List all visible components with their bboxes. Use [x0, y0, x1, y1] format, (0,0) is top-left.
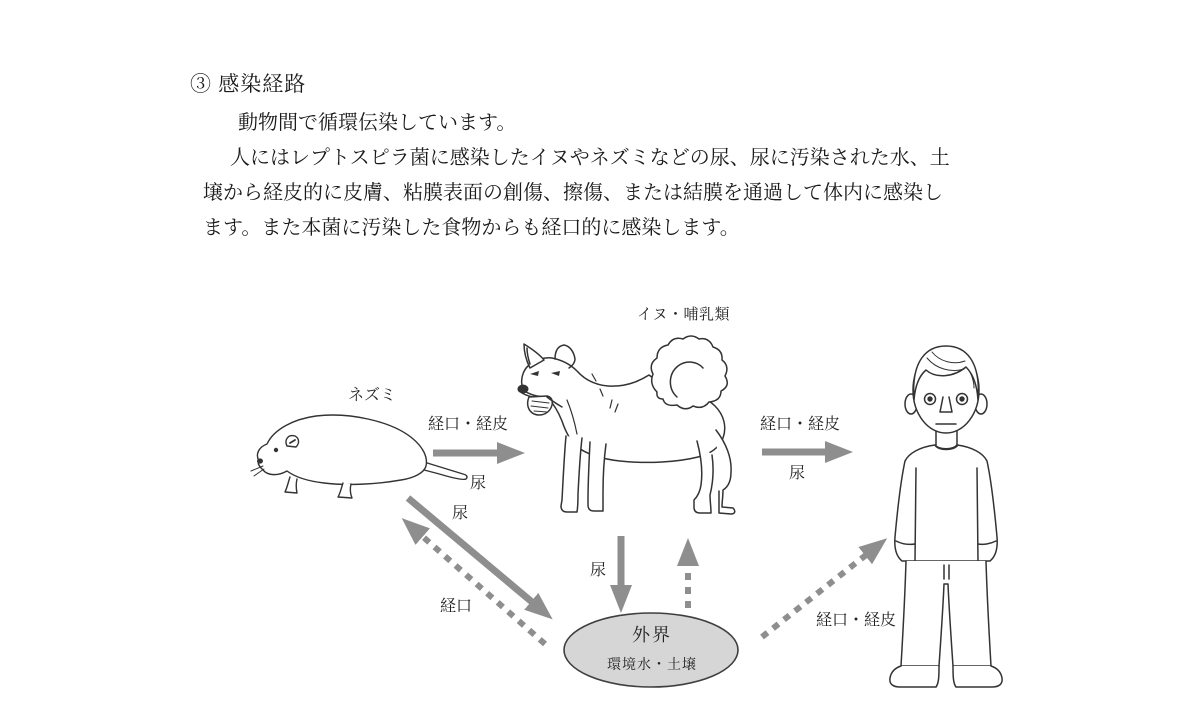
arrow-env-to-rat: [422, 536, 545, 644]
environment-subtitle: 環境水・土壌: [607, 656, 697, 672]
human-figure: [890, 346, 1002, 687]
environment-node: [566, 621, 738, 674]
dog-figure: [518, 336, 735, 514]
body-text-line: 動物間で循環伝染しています。: [238, 112, 517, 134]
arrow-rat-to-env: [408, 498, 532, 602]
section-heading: ③ 感染経路: [190, 72, 307, 96]
dog-node-label: イヌ・哺乳類: [637, 306, 731, 323]
arrow-rat-to-env-medium-label: 尿: [452, 505, 469, 522]
arrow-env-to-human-route-label: 経口・経皮: [816, 612, 897, 629]
arrow-env-to-rat-route-label: 経口: [440, 598, 473, 615]
body-text-line: 人にはレプトスピラ菌に感染したイヌやネズミなどの尿、尿に汚染された水、土: [230, 147, 950, 169]
arrow-rat-to-dog-route-label: 経口・経皮: [428, 416, 509, 433]
environment-title: 外界: [632, 625, 672, 645]
arrow-dog-to-human-route-label: 経口・経皮: [760, 416, 841, 433]
rat-node-label: ネズミ: [348, 387, 397, 404]
arrow-dog-to-env-medium-label: 尿: [590, 562, 607, 579]
body-text-line: 壌から経皮的に皮膚、粘膜表面の創傷、擦傷、または結膜を通過して体内に感染し: [203, 182, 943, 204]
arrow-dog-to-human-medium-label: 尿: [789, 465, 806, 482]
arrow-rat-to-dog-medium-label: 尿: [470, 475, 487, 492]
body-text-line: ます。また本菌に汚染した食物からも経口的に感染します。: [203, 217, 740, 239]
